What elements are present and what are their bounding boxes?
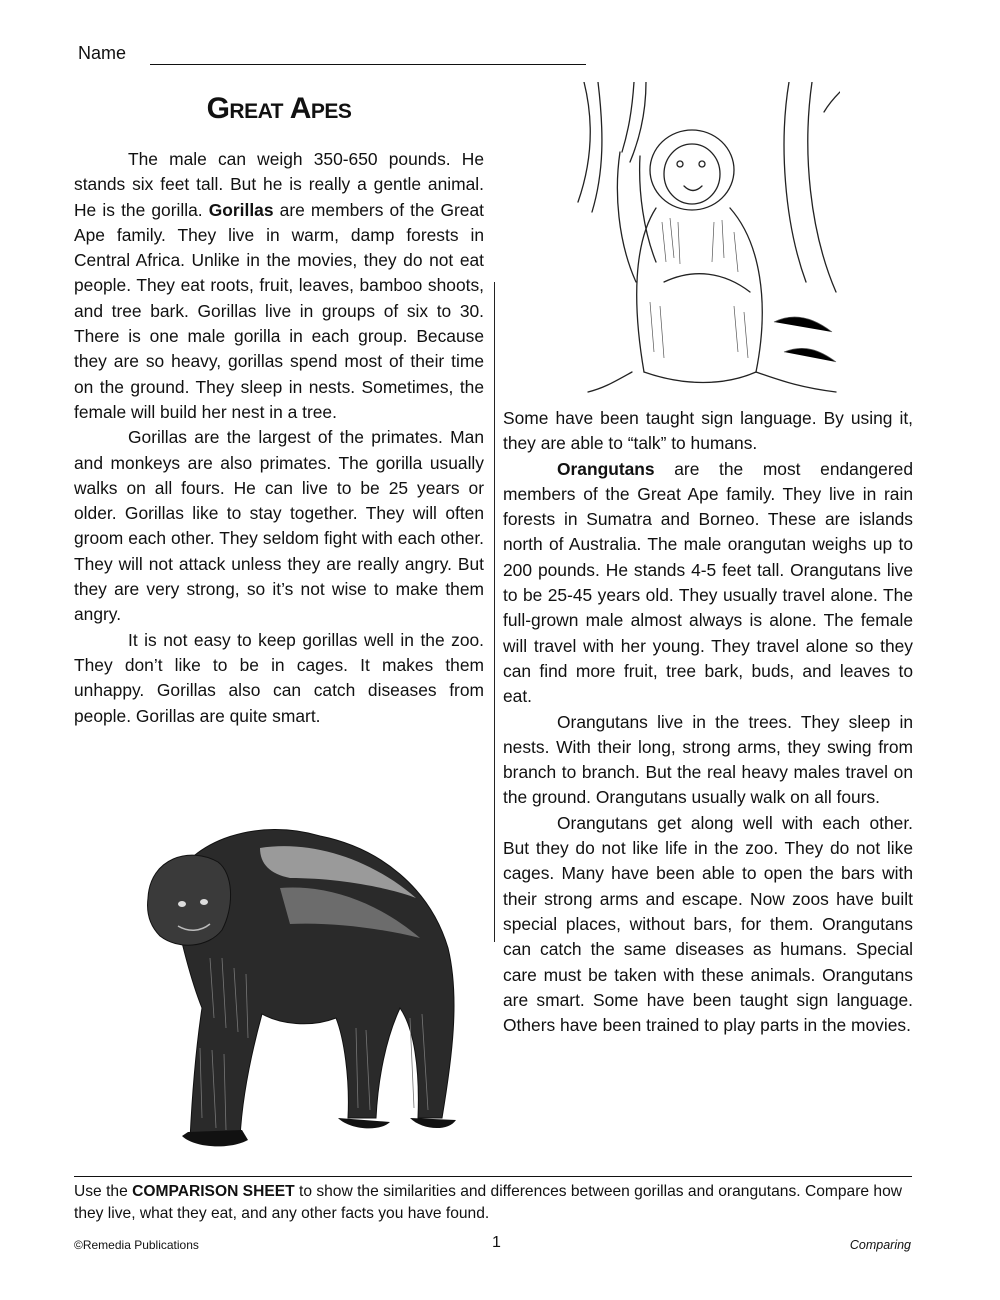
name-line[interactable] [150, 64, 586, 65]
page-number: 1 [492, 1234, 501, 1251]
footer-rule [74, 1176, 912, 1177]
right-column [503, 406, 913, 1038]
orangutan-paragraph-0: Some have been taught sign language. By using it, they are able to “talk” to humans. [503, 408, 913, 454]
gorilla-paragraph-2: Gorillas are the largest of the primates. Man and monkeys are also primates. The gorilla usually walks on all fours. He can live to be 25 years or older. Gorillas like to stay together. They will often groom each other. They seldom fight with each other. They will not attack unless they are really angry. But they are very strong, so it’s not wise to make them angry. [74, 427, 484, 625]
orangutan-paragraph-2: Orangutans live in the trees. They sleep in nests. With their long, strong arms, they swing from branch to branch. But the real heavy males travel on the ground. Orangutans usually walk on all fours. [503, 711, 913, 808]
name-label: Name [78, 43, 127, 63]
gorilla-illustration [130, 818, 480, 1160]
left-column [74, 147, 484, 729]
orangutan-paragraph-1: Orangutans are the most endangered members of the Great Ape family. They live in rain forests in Sumatra and Borneo. These are islands north of Australia. The male orangutan weighs up to 200 pounds. He stands 4-5 feet tall. Orangutans live to be 25-45 years old. They usually travel alone. The full-grown male almost always is alone. The female will travel with her young. They travel alone so they can find more fruit, tree bark, buds, and leaves to eat. [503, 458, 913, 707]
gorilla-paragraph-3: It is not easy to keep gorillas well in the zoo. They don’t like to be in cages. It makes them unhappy. Gorillas also can catch diseases from people. Gorillas are quite smart. [74, 629, 484, 726]
column-divider [494, 282, 495, 942]
orangutan-paragraph-3: Orangutans get along well with each other. But they do not like life in the zoo. They do not like cages. Many have been able to open the bars with their strong arms and escape. Now zoos have built special places, without bars, for them. Orangutans can catch the same diseases as humans. Special care must be taken with these animals. Orangutans are smart. Some have been taught sign language. Others have been trained to play parts in the movies. [503, 812, 913, 1036]
orangutan-illustration [574, 82, 840, 396]
instructions: Use the COMPARISON SHEET to show the similarities and differences between gorillas and orangutans. Compare how they live, what they eat, and any other facts you have found. [74, 1183, 903, 1222]
gorilla-paragraph-1: The male can weigh 350-650 pounds. He stands six feet tall. But he is really a gentle animal. He is the gorilla. Gorillas are members of the Great Ape family. They live in warm, damp forests in Central Africa. Unlike in the movies, they do not eat people. They eat roots, fruit, leaves, bamboo shoots, and tree bark. Gorillas live in groups of six to 30. There is one male gorilla in each group. Because they are so heavy, gorillas spend most of their time on the ground. They sleep in nests. Sometimes, the female will build her nest in a tree. [74, 149, 484, 422]
page-title: Great Apes [206, 92, 352, 125]
publisher-credit: ©Remedia Publications [74, 1238, 199, 1252]
topic-label: Comparing [849, 1238, 911, 1252]
